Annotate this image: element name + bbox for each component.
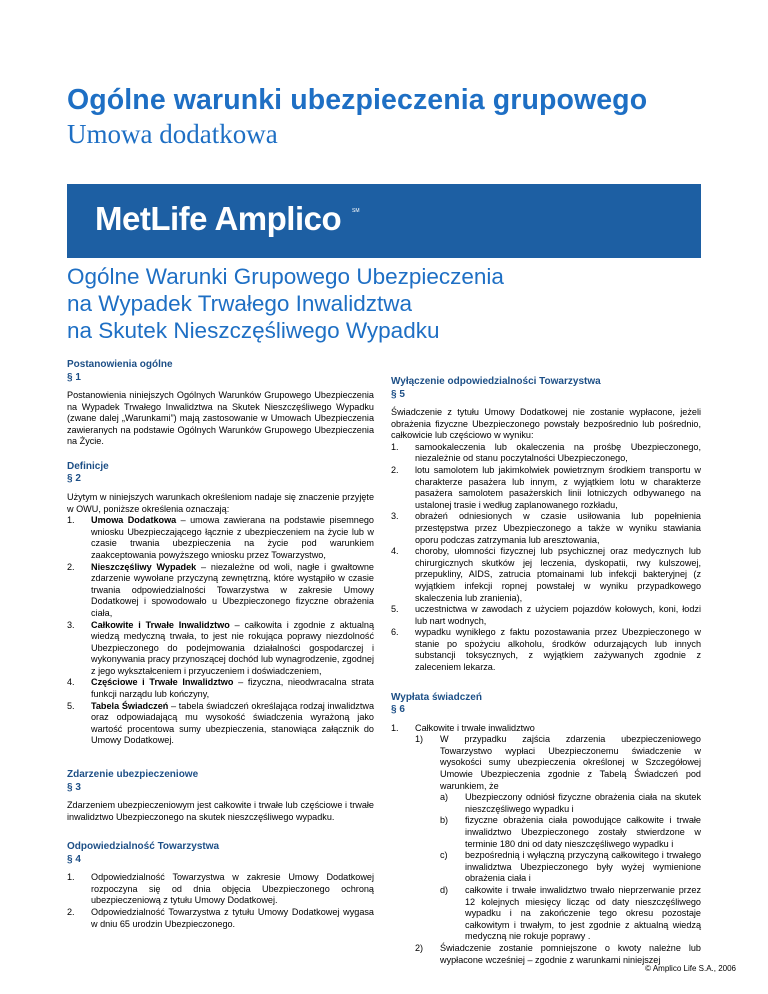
section-liability <box>67 841 374 930</box>
benefit-sub-list <box>415 734 701 966</box>
left-column <box>67 359 374 943</box>
service-mark: SM <box>352 208 360 214</box>
condition-item: a) Ubezpieczony odniósł fizyczne obrażenia ciała na skutek nieszczęśliwego wypadku i <box>440 792 701 814</box>
list-item: 1. samookaleczenia lub okaleczenia na prośbę Ubezpieczonego, niezależnie od stanu poczytalności Ubezpieczonego, <box>391 441 701 464</box>
condition-list <box>440 792 701 943</box>
list-item: 4. choroby, ułomności fizycznej lub psychicznej oraz medycznych lub chirurgicznych skutków jej leczenia, dyskopatii, rwy kulszowej, przepukliny, AIDS, zatrucia ptomainami lub infekcji bakteryjnej (z wyjątkiem infekcji ropnej powstałej w wyniku przypadkowego skaleczenia lub zranienia), <box>391 546 701 603</box>
right-column <box>391 376 701 979</box>
copyright-footer: © Amplico Life S.A., 2006 <box>645 964 736 973</box>
condition-item: c) bezpośrednią i wyłączną przyczyną całkowitego i trwałego inwalidztwa Ubezpieczonego były wyżej wymienione obrażenia ciała i <box>440 850 701 884</box>
conditions-title <box>67 263 504 344</box>
condition-item: b) fizyczne obrażenia ciała powodujące całkowite i trwałe inwalidztwo Ubezpieczonego zostały stwierdzone w terminie 180 dni od daty nieszczęśliwego wypadku i <box>440 815 701 849</box>
conditions-title-line: na Skutek Nieszczęśliwego Wypadku <box>67 318 440 343</box>
section-text: Postanowienia niniejszych Ogólnych Warunków Grupowego Ubezpieczenia na Wypadek Trwałego Inwalidztwa na Skutek Nieszczęśliwego Wypadku (zwane dalej „Warunkami”) mają zastosowanie w Umowach Ubezpieczenia zawieranych na podstawie Ogólnych Warunków Grupowego Ubezpieczenia na Życie. <box>67 390 374 447</box>
list-item: 2. Nieszczęśliwy Wypadek – niezależne od woli, nagłe i gwałtowne zdarzenie wywołane przyczyną zewnętrzną, które wystąpiło w czasie trwania odpowiedzialności Towarzystwa w zakresie Umowy Dodatkowej i spowodowało u Ubezpieczonego fizyczne obrażenia ciała, <box>67 561 374 618</box>
definitions-list <box>67 515 374 747</box>
section-intro: Użytym w niniejszych warunkach określeniom nadaje się znaczenie przyjęte w OWU, poniższe określenia oznaczają: <box>67 491 374 514</box>
sub-list-item: 2) Świadczenie zostanie pomniejszone o kwoty należne lub wypłacone wcześniej – zgodnie z warunkami niniejszej <box>415 942 701 965</box>
section-heading: Odpowiedzialność Towarzystwa <box>67 841 220 853</box>
section-number: § 3 <box>67 781 81 793</box>
metlife-amplico-logo: MetLife Amplico <box>95 200 342 237</box>
section-heading: Definicje <box>67 460 109 472</box>
section-heading: Postanowienia ogólne <box>67 359 173 370</box>
sub-list-item: 1) W przypadku zajścia zdarzenia ubezpieczeniowego Towarzystwo wypłaci Ubezpieczonemu świadczenie w wysokości sumy ubezpieczenia określonej w Szczegółowej Umowie Ubezpieczenia zgodnie z Tabelą Świadczeń pod warunkiem, że a) Ubezpieczony odniósł fizyczne obrażenia ciała na skutek nieszczęśliwego wypadku i b) fizyczne obrażenia ciała powodujące całkowite i trwałe inwalidztwo Ubezpieczonego zostały stwierdzone w terminie 180 dni od daty nieszczęśliwego wypadku i c) bezpośrednią i wyłączną przyczyną całkowitego i trwałego inwalidztwa Ubezpieczonego były wyżej wymienione obrażenia ciała i d) całkowite i trwałe inwalidztwo trwało nieprzerwanie przez 12 kolejnych miesięcy licząc od daty nieszczęśliwego wypadku i na zakończenie tego okresu pozostaje całkowitym i trwałym, to jest zgodnie z aktualną wiedzą medyczną nie rokuje poprawy . <box>415 734 701 942</box>
list-item: 1. Umowa Dodatkowa – umowa zawierana na podstawie pisemnego wniosku Ubezpieczającego łącznie z ubezpieczeniem na życie lub w czasie trwania ubezpieczenia na życie pod warunkiem zaakceptowania powyższego wniosku przez Towarzystwo, <box>67 515 374 560</box>
definition-term: Tabela Świadczeń <box>91 700 169 711</box>
list-item: 1. Całkowite i trwałe inwalidztwo 1) W przypadku zajścia zdarzenia ubezpieczeniowego Towarzystwo wypłaci Ubezpieczonemu świadczenie w wysokości sumy ubezpieczenia określonej w Szczegółowej Umowie Ubezpieczenia zgodnie z Tabelą Świadczeń pod warunkiem, że a) Ubezpieczony odniósł fizyczne obrażenia ciała na skutek nieszczęśliwego wypadku i b) fizyczne obrażenia ciała powodujące całkowite i trwałe inwalidztwo Ubezpieczonego zostały stwierdzone w terminie 180 dni od daty nieszczęśliwego wypadku i c) bezpośrednią i wyłączną przyczyną całkowitego i trwałego inwalidztwa Ubezpieczonego były wyżej wymienione obrażenia ciała i d) całkowite i trwałe inwalidztwo trwało nieprzerwanie przez 12 kolejnych miesięcy licząc od daty nieszczęśliwego wypadku i na zakończenie tego okresu pozostaje całkowitym i trwałym, to jest zgodnie z aktualną wiedzą medyczną nie rokuje poprawy . 2) Świadczenie zostanie pomniejszone o kwoty należne lub wypłacone wcześniej – zgodnie z warunkami niniejszej <box>391 722 701 965</box>
section-benefit-payment <box>391 692 701 966</box>
document-subtitle: Umowa dodatkowa <box>67 119 278 149</box>
section-number: § 5 <box>391 388 405 400</box>
section-heading: Wypłata świadczeń <box>391 691 482 703</box>
definition-term: Nieszczęśliwy Wypadek <box>91 561 197 572</box>
brand-banner <box>67 184 701 258</box>
definition-term: Częściowe i Trwałe Inwalidztwo <box>91 677 234 688</box>
section-heading: Zdarzenie ubezpieczeniowe <box>67 769 199 781</box>
list-item: 5. Tabela Świadczeń – tabela świadczeń określająca rodzaj inwalidztwa oraz odpowiadającą mu wysokość świadczenia wyrażoną jako wartość procentowa sumy ubezpieczenia, stanowiąca załącznik do Umowy Dodatkowej. <box>67 700 375 746</box>
document-title: Ogólne warunki ubezpieczenia grupowego <box>67 84 648 116</box>
section-intro: Świadczenie z tytułu Umowy Dodatkowej nie zostanie wypłacone, jeżeli obrażenia fizyczne Ubezpieczonego powstały bezpośrednio lub pośrednio, całkowicie lub częściowo w wyniku: <box>391 407 701 441</box>
list-item: 4. Częściowe i Trwałe Inwalidztwo – fizyczna, nieodwracalna strata funkcji narządu lub kończyny, <box>67 677 374 700</box>
section-number: § 6 <box>391 704 405 716</box>
section-insured-event <box>67 769 374 823</box>
benefits-list <box>391 723 701 966</box>
section-text: Zdarzeniem ubezpieczeniowym jest całkowite i trwałe lub częściowe i trwałe inwalidztwo Ubezpieczonego na skutek nieszczęśliwego wypadku. <box>67 800 374 822</box>
list-item: 2. lotu samolotem lub jakimkolwiek powietrznym środkiem transportu w charakterze pasażera lub innym, z wyjątkiem lotu w charakterze pasażera samolotem pasażerskich linii lotniczych odbywanego na ustalonej trasie i według zaplanowanego rozkładu, <box>391 464 701 510</box>
section-number: § 4 <box>67 853 81 865</box>
list-item: 3. Całkowite i Trwałe Inwalidztwo – całkowita i zgodnie z aktualną wiedzą medyczną trwała, to jest nie rokująca poprawy niezdolność Ubezpieczonego do podejmowania działalności gospodarczej i wykonywania pracy przynoszącej dochód lub wynagrodzenie, zgodnej z jego wykształceniem i przyuczeniem i doświadczeniem, <box>67 619 375 676</box>
list-item: 6. wypadku wynikłego z faktu pozostawania przez Ubezpieczonego w stanie po spożyciu alkoholu, środków odurzających lub innych substancji toksycznych, z wyjątkiem zażywanych zgodnie z zaleceniem lekarza. <box>391 627 701 673</box>
conditions-title-line: na Wypadek Trwałego Inwalidztwa <box>67 291 412 316</box>
list-item: 3. obrażeń odniesionych w czasie usiłowania lub popełnienia przestępstwa przez Ubezpieczonego a także w wyniku stawiania oporu podczas zatrzymania lub aresztowania, <box>391 511 701 545</box>
conditions-title-line: Ogólne Warunki Grupowego Ubezpieczenia <box>67 264 504 289</box>
section-number: § 1 <box>67 371 81 383</box>
section-definitions <box>67 461 374 747</box>
exclusions-list <box>391 442 701 674</box>
list-item: 5. uczestnictwa w zawodach z użyciem pojazdów kołowych, koni, łodzi lub nart wodnych, <box>391 604 701 626</box>
section-heading: Wyłączenie odpowiedzialności Towarzystwa <box>391 376 601 387</box>
section-number: § 2 <box>67 473 81 485</box>
condition-item: d) całkowite i trwałe inwalidztwo trwało nieprzerwanie przez 12 kolejnych miesięcy licząc od daty nieszczęśliwego wypadku i na zakończenie tego okresu pozostaje całkowitym i trwałym, to jest zgodnie z aktualną wiedzą medyczną nie rokuje poprawy . <box>440 884 701 942</box>
definition-term: Całkowite i Trwałe Inwalidztwo <box>91 619 230 630</box>
list-item: 2. Odpowiedzialność Towarzystwa z tytułu Umowy Dodatkowej wygasa w dniu 65 urodzin Ubezpieczonego. <box>67 907 374 929</box>
list-item: 1. Odpowiedzialność Towarzystwa w zakresie Umowy Dodatkowej rozpoczyna się od dnia objęcia Ubezpieczonego ochroną ubezpieczeniową z tytułu Umowy Dodatkowej. <box>67 872 374 906</box>
section-exclusions <box>391 376 701 674</box>
definition-term: Umowa Dodatkowa <box>91 515 177 526</box>
liability-list <box>67 872 374 930</box>
section-general-provisions <box>67 359 374 448</box>
